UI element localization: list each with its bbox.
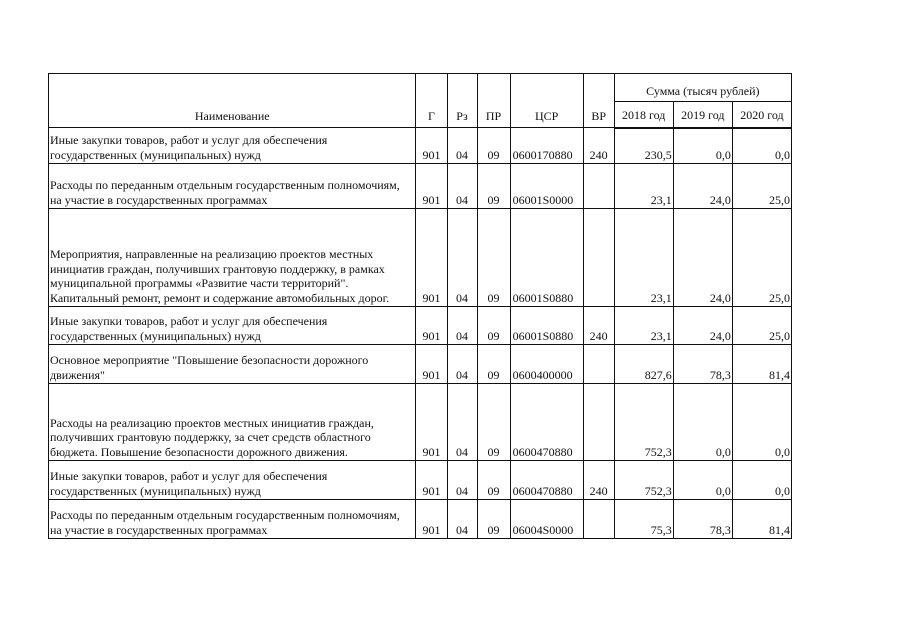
row-pr: 09 [477, 384, 510, 461]
row-vr: 240 [583, 128, 614, 164]
row-vr [583, 164, 614, 209]
table-row [49, 128, 792, 164]
row-csr: 0600470880 [510, 461, 583, 500]
row-sum-2018: 827,6 [614, 345, 673, 384]
row-sum-2020: 0,0 [732, 128, 791, 164]
row-pr: 09 [477, 307, 510, 345]
row-g: 901 [416, 345, 447, 384]
row-csr: 0600170880 [510, 128, 583, 164]
row-sum-2020: 81,4 [732, 345, 791, 384]
row-rz: 04 [447, 384, 477, 461]
row-name: Расходы по переданным отдельным государственным полномочиям, на участие в государственных программах [49, 164, 416, 209]
column-header-name: Наименование [49, 74, 416, 128]
row-pr: 09 [477, 500, 510, 539]
row-csr: 06001S0880 [510, 209, 583, 307]
row-pr: 09 [477, 461, 510, 500]
table-row [49, 384, 792, 461]
column-header-2019: 2019 год [673, 102, 732, 128]
row-g: 901 [416, 164, 447, 209]
row-g: 901 [416, 209, 447, 307]
row-sum-2020: 81,4 [732, 500, 791, 539]
row-vr: 240 [583, 461, 614, 500]
table-row [49, 307, 792, 345]
table-row [49, 461, 792, 500]
row-sum-2020: 0,0 [732, 384, 791, 461]
row-name: Иные закупки товаров, работ и услуг для обеспечения государственных (муниципальных) нужд [49, 128, 416, 164]
column-header-g: Г [416, 74, 447, 128]
row-sum-2018: 752,3 [614, 384, 673, 461]
row-sum-2019: 0,0 [673, 461, 732, 500]
row-vr [583, 500, 614, 539]
table-row [49, 164, 792, 209]
row-vr [583, 384, 614, 461]
row-sum-2019: 24,0 [673, 209, 732, 307]
budget-table [48, 73, 792, 539]
row-sum-2020: 25,0 [732, 164, 791, 209]
row-sum-2019: 78,3 [673, 500, 732, 539]
column-header-csr: ЦСР [510, 74, 583, 128]
row-g: 901 [416, 307, 447, 345]
row-rz: 04 [447, 500, 477, 539]
row-sum-2019: 24,0 [673, 307, 732, 345]
row-rz: 04 [447, 209, 477, 307]
column-header-rz: Рз [447, 74, 477, 128]
row-rz: 04 [447, 128, 477, 164]
row-g: 901 [416, 128, 447, 164]
row-vr [583, 209, 614, 307]
table-row [49, 345, 792, 384]
row-vr [583, 345, 614, 384]
row-pr: 09 [477, 345, 510, 384]
row-name: Расходы на реализацию проектов местных инициатив граждан, получивших грантовую поддержку, за счет средств областного бюджета. Повышение безопасности дорожного движения. [49, 384, 416, 461]
row-rz: 04 [447, 461, 477, 500]
row-pr: 09 [477, 209, 510, 307]
table-row [49, 500, 792, 539]
row-sum-2019: 78,3 [673, 345, 732, 384]
row-sum-2020: 25,0 [732, 307, 791, 345]
row-csr: 06004S0000 [510, 500, 583, 539]
row-name: Мероприятия, направленные на реализацию проектов местных инициатив граждан, получивших грантовую поддержку, в рамках муниципальной программы «Развитие части территорий". Капитальный ремонт, ремонт и содержание автомобильных дорог. [49, 209, 416, 307]
row-pr: 09 [477, 164, 510, 209]
row-sum-2018: 752,3 [614, 461, 673, 500]
row-csr: 06001S0880 [510, 307, 583, 345]
row-rz: 04 [447, 307, 477, 345]
row-g: 901 [416, 384, 447, 461]
row-rz: 04 [447, 164, 477, 209]
row-csr: 0600400000 [510, 345, 583, 384]
column-header-pr: ПР [477, 74, 510, 128]
row-g: 901 [416, 461, 447, 500]
column-header-2020: 2020 год [732, 102, 791, 128]
row-rz: 04 [447, 345, 477, 384]
row-name: Основное мероприятие "Повышение безопасности дорожного движения" [49, 345, 416, 384]
row-sum-2020: 25,0 [732, 209, 791, 307]
column-header-vr: ВР [583, 74, 614, 128]
row-csr: 0600470880 [510, 384, 583, 461]
row-sum-2018: 23,1 [614, 209, 673, 307]
row-sum-2018: 230,5 [614, 128, 673, 164]
row-sum-2018: 75,3 [614, 500, 673, 539]
row-sum-2019: 24,0 [673, 164, 732, 209]
row-name: Иные закупки товаров, работ и услуг для обеспечения государственных (муниципальных) нужд [49, 461, 416, 500]
row-pr: 09 [477, 128, 510, 164]
row-sum-2020: 0,0 [732, 461, 791, 500]
column-header-2018: 2018 год [614, 102, 673, 128]
row-sum-2019: 0,0 [673, 128, 732, 164]
row-g: 901 [416, 500, 447, 539]
table-row [49, 209, 792, 307]
column-header-sum: Сумма (тысяч рублей) [614, 74, 791, 102]
row-sum-2018: 23,1 [614, 164, 673, 209]
header-row-top [49, 74, 792, 102]
row-vr: 240 [583, 307, 614, 345]
row-name: Расходы по переданным отдельным государственным полномочиям, на участие в государственных программах [49, 500, 416, 539]
row-name: Иные закупки товаров, работ и услуг для обеспечения государственных (муниципальных) нужд [49, 307, 416, 345]
row-csr: 06001S0000 [510, 164, 583, 209]
row-sum-2019: 0,0 [673, 384, 732, 461]
row-sum-2018: 23,1 [614, 307, 673, 345]
